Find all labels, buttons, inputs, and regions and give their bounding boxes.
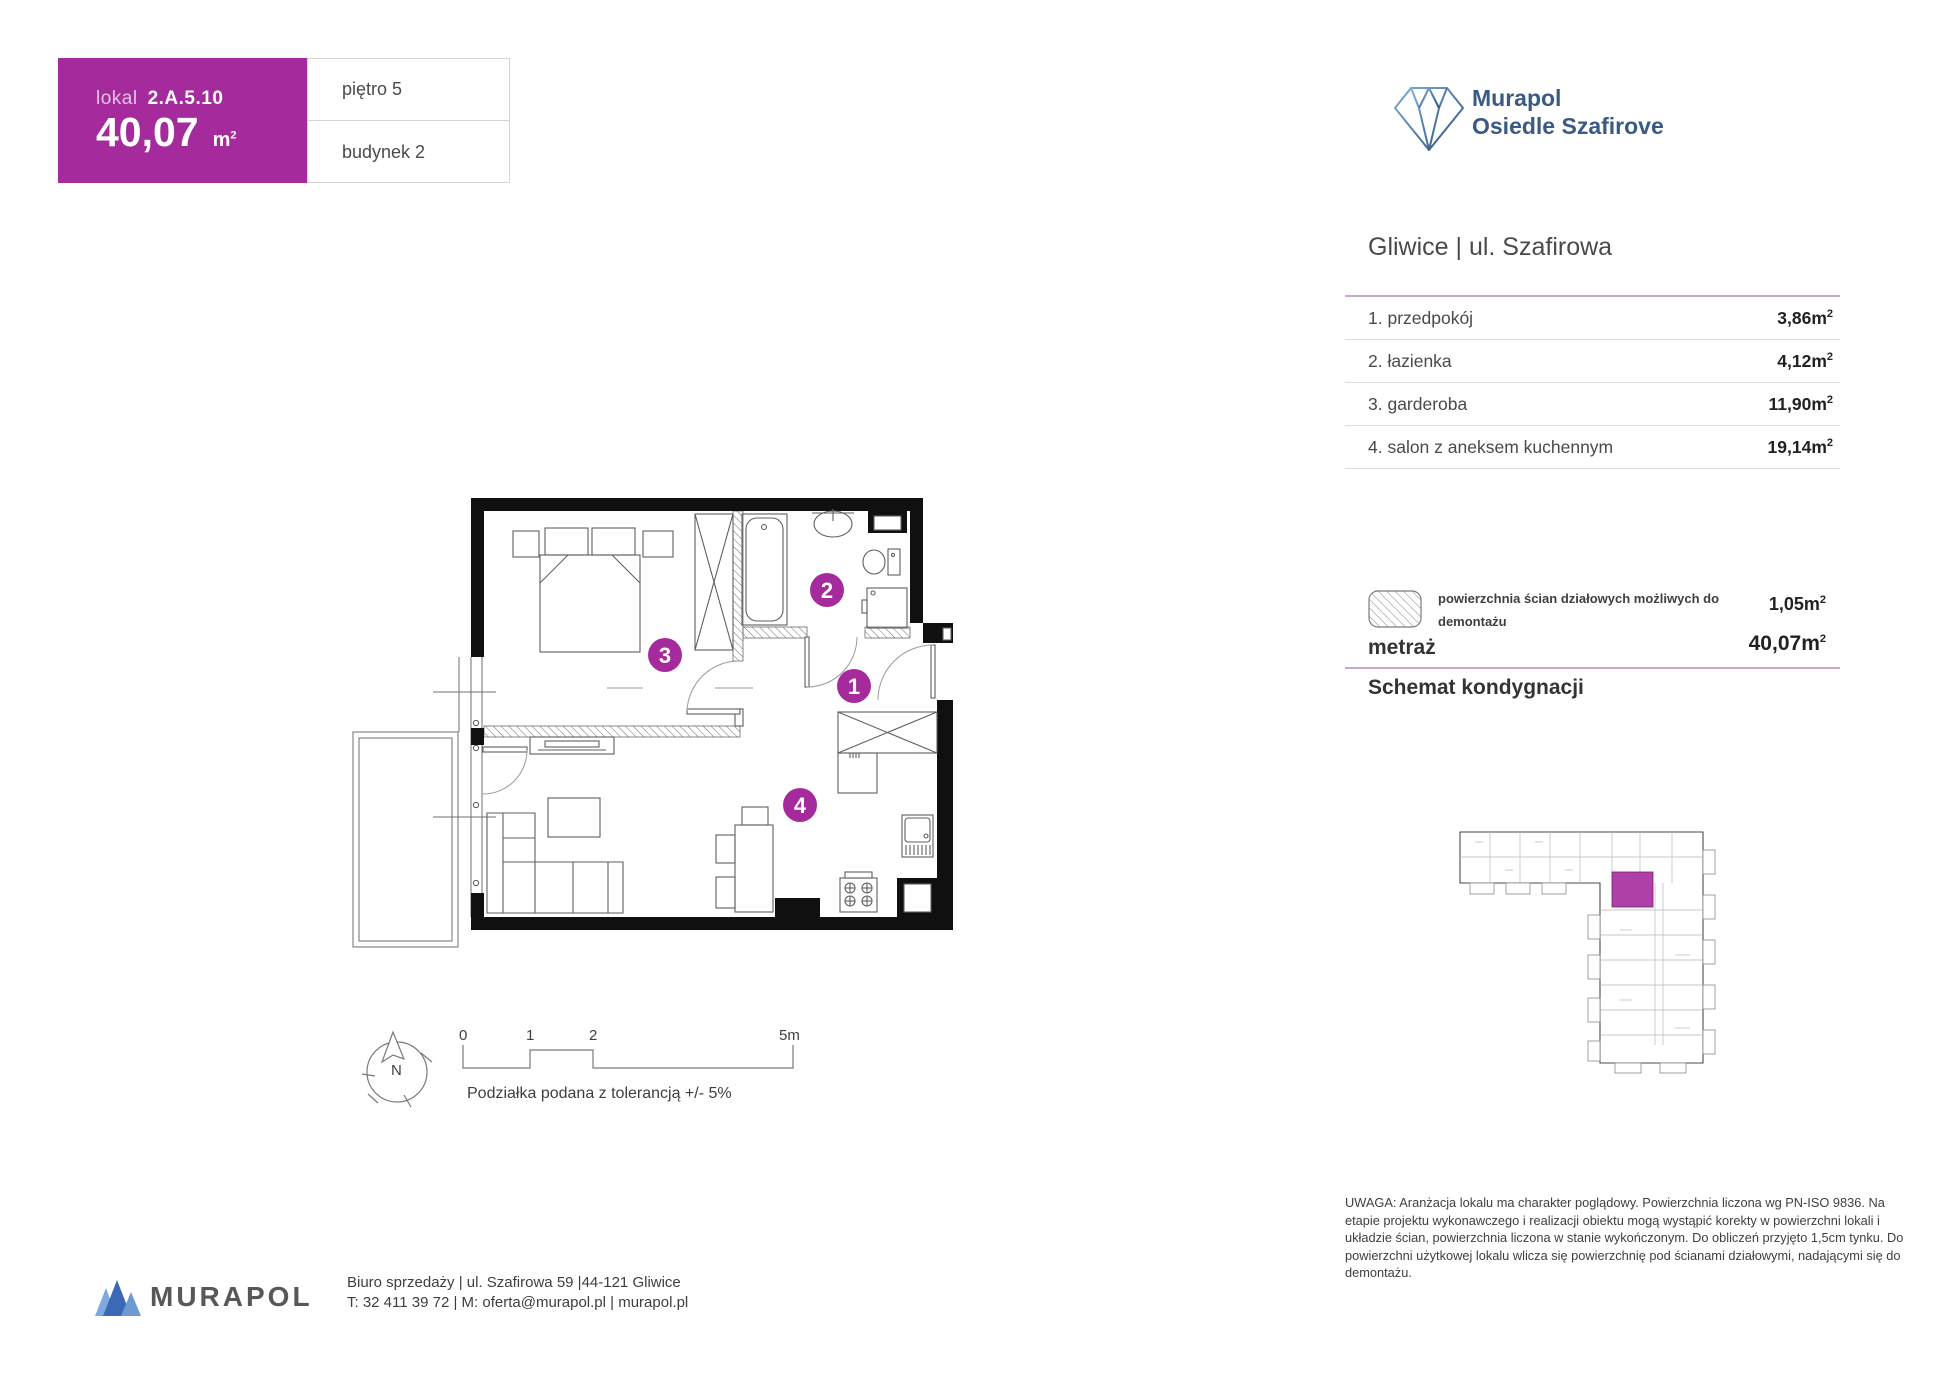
svg-text:4: 4	[793, 793, 807, 818]
svg-text:5m: 5m	[779, 1027, 800, 1044]
room-area: $19,14m^2$	[1767, 436, 1833, 457]
room-label: 2. łazienka	[1368, 350, 1452, 371]
kitchen-sink-unit	[902, 815, 933, 857]
bed	[540, 555, 640, 652]
room-area: $11,90m^2$	[1768, 393, 1833, 414]
table-row	[1345, 383, 1840, 426]
room-label: 1. przedpokój	[1368, 307, 1474, 328]
brand-name	[1472, 84, 1664, 140]
footer-address	[347, 1273, 688, 1313]
kitchen-cabinet	[838, 753, 877, 793]
room-area: $3,86m^2$	[1777, 307, 1833, 328]
scale-tolerance: Podziałka podana z tolerancją +/- 5%	[467, 1085, 732, 1102]
scale-bar	[459, 1027, 800, 1102]
svg-text:2: 2	[589, 1027, 598, 1044]
hatch-legend-icon	[1368, 590, 1422, 628]
demountable-walls	[484, 511, 910, 737]
hall-wardrobe	[838, 712, 937, 753]
dining-set	[716, 807, 773, 912]
table-row	[1345, 340, 1840, 383]
metraz-value: $40,07m^2$	[1748, 632, 1826, 655]
sofa	[487, 813, 623, 913]
diamond-logo-icon	[1393, 80, 1465, 156]
coffee-table	[548, 798, 600, 837]
floor-cell: piętro 5	[308, 59, 509, 121]
table-row	[1345, 426, 1840, 469]
schemat-kondygnacji-drawing	[1450, 820, 1730, 1075]
bedroom-furniture	[513, 514, 733, 754]
lokal-header-box	[58, 58, 307, 183]
lokal-area-value: 40,07	[96, 109, 199, 155]
brand-name-line2: Osiedle Szafirove	[1472, 113, 1664, 139]
highlighted-unit	[1612, 872, 1653, 907]
svg-text:1: 1	[526, 1027, 535, 1044]
svg-text:0: 0	[459, 1027, 468, 1044]
brand-name-line1: Murapol	[1472, 85, 1562, 111]
divider	[1345, 667, 1840, 669]
svg-text:1: 1	[847, 674, 861, 699]
footer-address-line1: Biuro sprzedaży | ul. Szafirowa 59 |44-121 Gliwice	[347, 1274, 681, 1291]
floor-building-box	[307, 58, 510, 183]
metraz-label: metraż	[1368, 636, 1436, 659]
doors	[483, 637, 935, 794]
room-label: 3. garderoba	[1368, 393, 1468, 414]
balcony	[353, 732, 458, 947]
murapol-logo-icon	[93, 1278, 145, 1318]
sink	[812, 509, 854, 537]
lokal-area: 40,07 $m^2$	[96, 109, 237, 155]
building-cell: budynek 2	[342, 141, 426, 162]
location-heading: Gliwice | ul. Szafirowa	[1368, 233, 1613, 261]
footer-address-line2: T: 32 411 39 72 | M: oferta@murapol.pl | murapol.pl	[347, 1294, 689, 1311]
living-furniture	[487, 798, 773, 913]
tv-cabinet	[530, 737, 614, 754]
stove	[840, 872, 877, 912]
svg-text:3: 3	[658, 643, 672, 668]
lokal-label: lokal	[96, 88, 138, 109]
schemat-heading: Schemat kondygnacji	[1368, 676, 1584, 699]
floor-plan	[340, 480, 1000, 1120]
disclaimer-text: UWAGA: Aranżacja lokalu ma charakter poglądowy. Powierzchnia liczona wg PN-ISO 9836. Na etapie projektu wykonawczego i realizacji obiektu mogą wystąpić korekty w powierzchni lokali i układzie ścian, powierzchnia liczona w stanie wykończonym. Do obliczeń przyjęto 1,5cm tynku. Do powierzchni użytkowej lokalu wlicza się powierzchnię pod ścianami działowymi, nadającymi się do demontażu.	[1345, 1195, 1904, 1281]
compass-icon	[362, 1032, 432, 1107]
wardrobe	[695, 514, 733, 650]
lokal-id-line	[96, 88, 307, 110]
room-label: 4. salon z aneksem kuchennym	[1368, 436, 1614, 457]
svg-text:2: 2	[820, 578, 834, 603]
bathtub	[742, 514, 787, 625]
toilet	[863, 549, 900, 575]
svg-text:N: N	[391, 1062, 402, 1079]
table-row	[1345, 297, 1840, 340]
footer-brand-name: MURAPOL	[150, 1281, 313, 1312]
lokal-code: 2.A.5.10	[147, 88, 224, 109]
washing-machine	[862, 588, 907, 628]
hatch-legend-text: powierzchnia ścian działowych możliwych do demontażu	[1438, 591, 1720, 629]
hatch-legend-value: $1,05m^2$	[1768, 594, 1826, 614]
room-area: $4,12m^2$	[1777, 350, 1833, 371]
rooms-table	[1345, 295, 1840, 469]
